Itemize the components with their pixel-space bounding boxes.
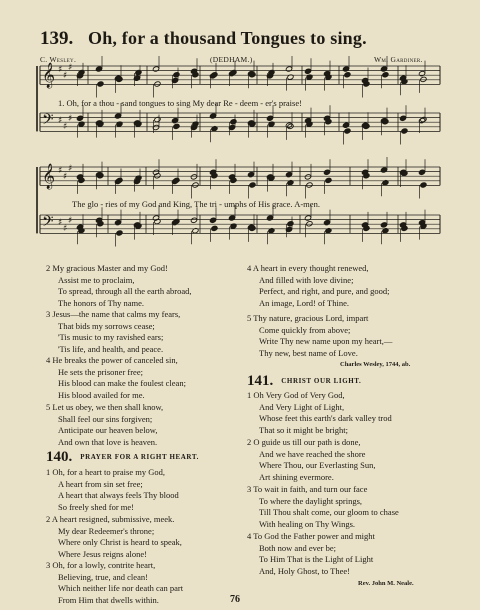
svg-text:♯: ♯ xyxy=(68,114,73,124)
hymn-141-number: 141. xyxy=(247,373,274,389)
svg-text:♯: ♯ xyxy=(68,164,73,174)
hymn-140-verse-2: 2 A heart resigned, submissive, meek. My dear Redeemer's throne; Where only Christ is heard to speak, Where Jesus reigns alone! xyxy=(46,514,182,559)
svg-text:𝄢: 𝄢 xyxy=(42,111,54,132)
hymn-141-verse-3: 3 To wait in faith, and turn our face To where the daylight springs, Till Thou shalt come, our gloom to chase With healing on Thy Wings. xyxy=(247,484,399,529)
svg-text:𝄞: 𝄞 xyxy=(42,164,56,189)
hymn-139-composer: Wm. Gardiner. xyxy=(374,55,423,64)
svg-text:♯: ♯ xyxy=(58,65,63,75)
music-score xyxy=(0,0,480,250)
hymn-139-number: 139. xyxy=(40,28,74,49)
hymn-139-attribution: Charles Wesley, 1744, ab. xyxy=(340,361,411,368)
hymn-141-verse-1: 1 Oh Very God of Very God, And Very Light of Light, Whose feet this earth's dark valley trod That so it might be bright; xyxy=(247,390,392,435)
hymn-139-verse-2: 2 My gracious Master and my God! Assist me to proclaim, To spread, through all the earth abroad, The honors of Thy name. xyxy=(46,263,192,308)
hymn-141-verse-2: 2 O guide us till our path is done, And we have reached the shore Where Thou, our Everlasting Sun, Art shining evermore. xyxy=(247,437,376,482)
page-number: 76 xyxy=(230,594,240,605)
svg-text:♯: ♯ xyxy=(63,224,68,234)
svg-text:♯: ♯ xyxy=(58,218,63,228)
hymn-139-verse-5b: 5 Thy nature, gracious Lord, impart Come quickly from above; Write Thy new name upon my heart,— Thy new, best name of Love. xyxy=(247,313,393,358)
hymn-140-verse-1: 1 Oh, for a heart to praise my God, A heart from sin set free; A heart that always feels Thy blood So freely shed for me! xyxy=(46,467,179,512)
hymn-140-heading xyxy=(46,448,199,466)
hymn-139-title: Oh, for a thousand Tongues to sing. xyxy=(88,28,367,48)
hymn-139-lyric-line-1: 1. Oh, for a thou - sand tongues to sing My dear Re - deem - er's praise! xyxy=(58,98,302,108)
hymn-140-title: PRAYER FOR A RIGHT HEART. xyxy=(80,453,199,461)
hymn-139-author: C. Wesley. xyxy=(40,55,77,64)
hymn-139-verse-5: 5 Let us obey, we then shall know, Shall feel our sins forgiven; Anticipate our heaven below, And own that love is heaven. xyxy=(46,402,164,447)
hymn-139-verse-4: 4 He breaks the power of canceled sin, He sets the prisoner free; His blood can make the foulest clean; His blood availed for me. xyxy=(46,355,186,400)
svg-text:♯: ♯ xyxy=(58,166,63,176)
hymn-140-number: 140. xyxy=(46,449,73,465)
hymn-140-verse-3: 3 Oh, for a lowly, contrite heart, Believing, true, and clean! Which neither life nor death can part From Him that dwells within. xyxy=(46,560,184,605)
svg-text:𝄢: 𝄢 xyxy=(42,213,54,234)
svg-text:♯: ♯ xyxy=(63,122,68,132)
hymn-141-attribution: Rev. John M. Neale. xyxy=(358,580,414,587)
hymn-139-verse-3: 3 Jesus—the name that calms my fears, That bids my sorrows cease; 'Tis music to my ravished ears; 'Tis life, and health, and peace. xyxy=(46,309,181,354)
svg-text:♯: ♯ xyxy=(68,63,73,73)
svg-text:♯: ♯ xyxy=(68,216,73,226)
svg-text:♯: ♯ xyxy=(58,116,63,126)
hymn-141-title: CHRIST OUR LIGHT. xyxy=(281,377,362,385)
hymn-139-verse-4b: 4 A heart in every thought renewed, And filled with love divine; Perfect, and right, and pure, and good; An image, Lord! of Thine. xyxy=(247,263,390,308)
svg-text:♯: ♯ xyxy=(63,172,68,182)
hymn-139-lyric-line-2: The glo - ries of my God and King, The tri - umphs of His grace. A-men. xyxy=(72,199,320,209)
hymn-141-verse-4: 4 To God the Father power and might Both now and ever be; To Him That is the Light of Light And, Holy Ghost, to Thee! xyxy=(247,531,375,576)
svg-text:𝄞: 𝄞 xyxy=(42,63,56,88)
hymn-139-tune: (DEDHAM.) xyxy=(210,55,253,64)
hymn-141-heading xyxy=(247,372,361,390)
svg-text:♯: ♯ xyxy=(63,71,68,81)
